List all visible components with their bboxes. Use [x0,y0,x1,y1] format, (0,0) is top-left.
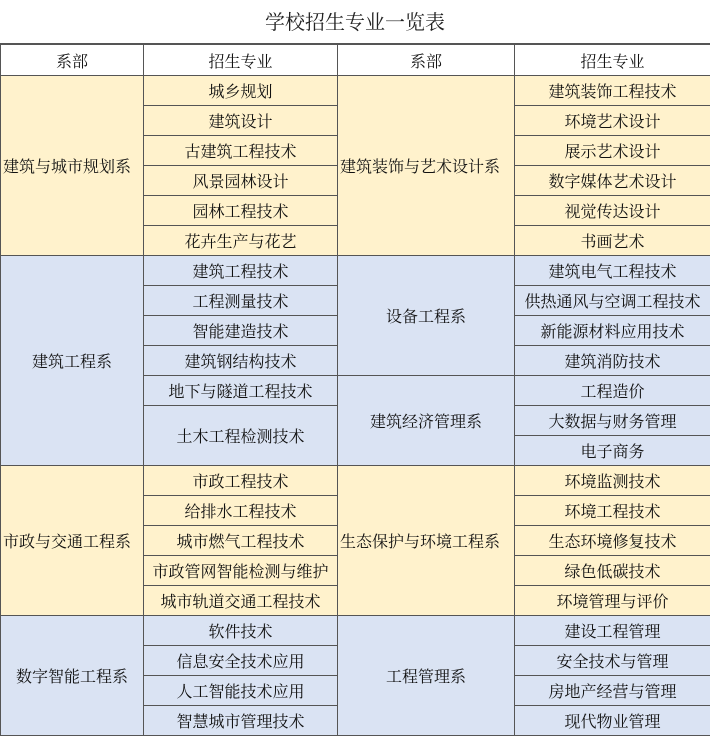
major-cell: 新能源材料应用技术 [515,316,710,346]
major-cell: 给排水工程技术 [144,496,338,526]
major-cell: 软件技术 [144,616,338,646]
major-cell: 大数据与财务管理 [515,406,710,436]
major-cell: 智慧城市管理技术 [144,706,338,736]
major-cell: 房地产经营与管理 [515,676,710,706]
dept-cell: 设备工程系 [338,256,515,376]
major-cell: 数字媒体艺术设计 [515,166,710,196]
major-cell: 书画艺术 [515,226,710,256]
header-major-left: 招生专业 [144,45,338,76]
table-row [1,616,710,646]
header-dept-right: 系部 [338,45,515,76]
major-cell: 智能建造技术 [144,316,338,346]
major-cell: 风景园林设计 [144,166,338,196]
major-cell: 生态环境修复技术 [515,526,710,556]
header-row [1,45,710,76]
major-cell: 建筑消防技术 [515,346,710,376]
header-major-right: 招生专业 [515,45,710,76]
major-cell: 建筑设计 [144,106,338,136]
header-dept-left: 系部 [1,45,144,76]
major-cell: 工程造价 [515,376,710,406]
major-cell: 建筑工程技术 [144,256,338,286]
major-cell: 园林工程技术 [144,196,338,226]
dept-cell: 建筑工程系 [1,256,144,466]
major-cell: 展示艺术设计 [515,136,710,166]
major-cell: 人工智能技术应用 [144,676,338,706]
majors-table [0,44,710,736]
major-cell: 建筑电气工程技术 [515,256,710,286]
major-cell: 信息安全技术应用 [144,646,338,676]
major-cell: 供热通风与空调工程技术 [515,286,710,316]
major-cell: 环境监测技术 [515,466,710,496]
dept-cell: 工程管理系 [338,616,515,736]
major-cell: 建筑钢结构技术 [144,346,338,376]
major-cell: 建设工程管理 [515,616,710,646]
major-cell: 古建筑工程技术 [144,136,338,166]
major-cell: 工程测量技术 [144,286,338,316]
dept-cell: 建筑与城市规划系 [1,76,144,256]
table-row [1,466,710,496]
major-cell: 绿色低碳技术 [515,556,710,586]
major-cell: 市政工程技术 [144,466,338,496]
major-cell: 安全技术与管理 [515,646,710,676]
major-cell: 花卉生产与花艺 [144,226,338,256]
major-cell: 市政管网智能检测与维护 [144,556,338,586]
major-cell: 地下与隧道工程技术 [144,376,338,406]
major-cell: 环境艺术设计 [515,106,710,136]
major-cell: 城市轨道交通工程技术 [144,586,338,616]
major-cell: 现代物业管理 [515,706,710,736]
major-cell: 城乡规划 [144,76,338,106]
page-title: 学校招生专业一览表 [0,0,710,44]
major-cell: 环境工程技术 [515,496,710,526]
dept-cell: 生态保护与环境工程系 [338,466,515,616]
dept-cell: 建筑装饰与艺术设计系 [338,76,515,256]
major-cell: 电子商务 [515,436,710,466]
major-cell: 土木工程检测技术 [144,406,338,466]
dept-cell: 数字智能工程系 [1,616,144,736]
dept-cell: 建筑经济管理系 [338,376,515,466]
major-cell: 视觉传达设计 [515,196,710,226]
table-row [1,256,710,286]
major-cell: 环境管理与评价 [515,586,710,616]
major-cell: 城市燃气工程技术 [144,526,338,556]
major-cell: 建筑装饰工程技术 [515,76,710,106]
table-row [1,76,710,106]
dept-cell: 市政与交通工程系 [1,466,144,616]
